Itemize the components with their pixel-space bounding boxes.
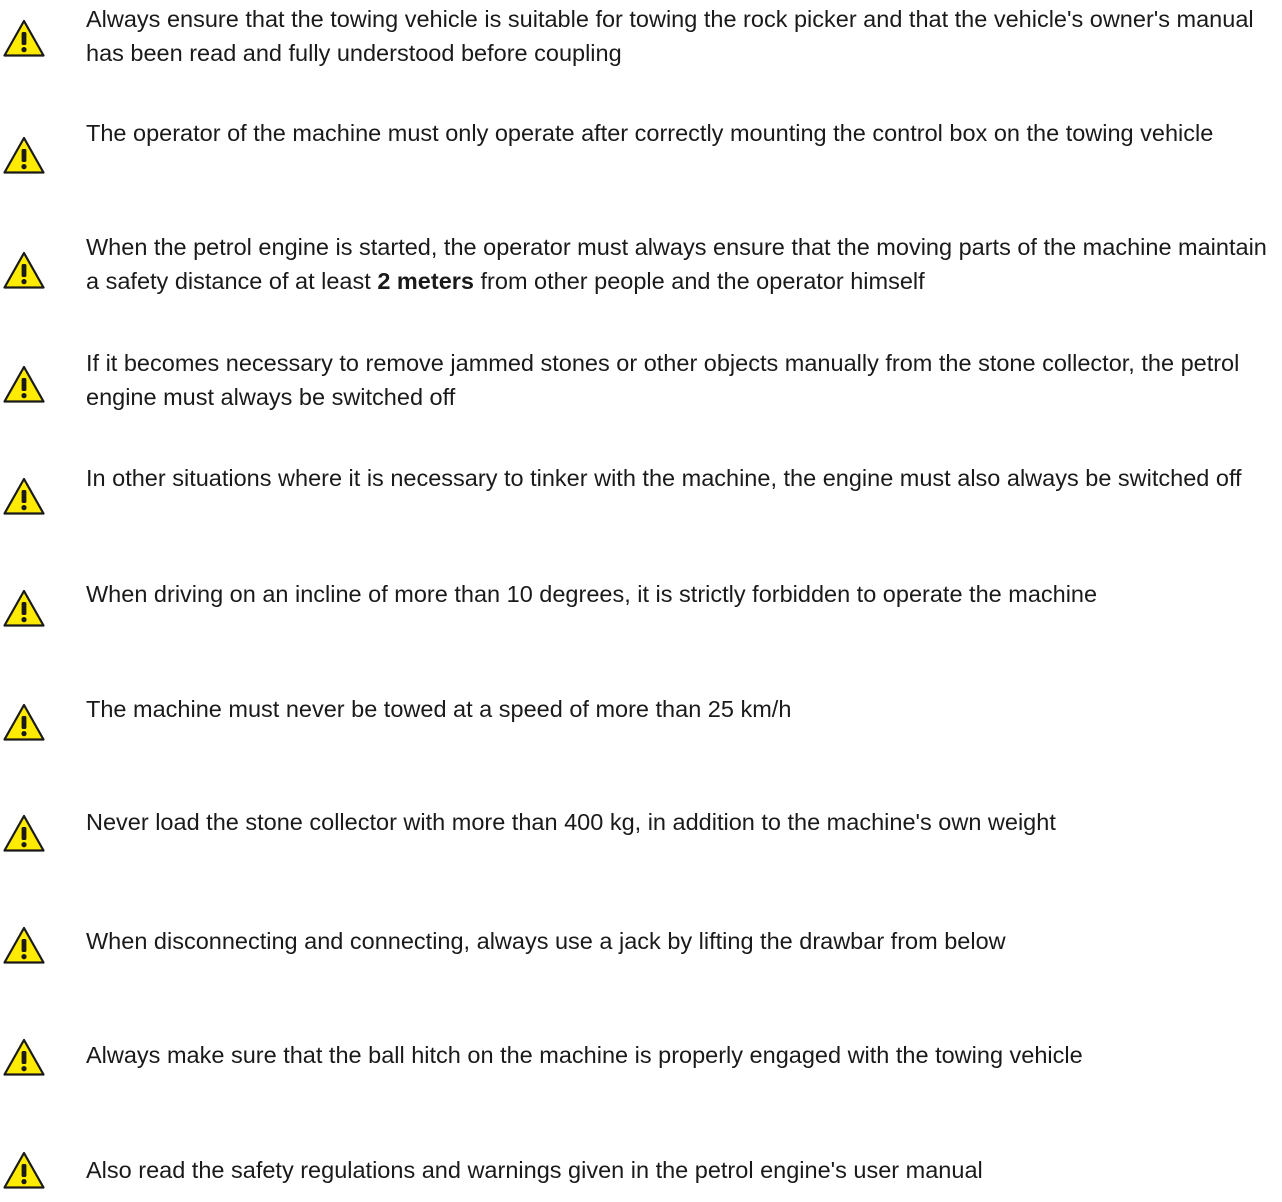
warning-triangle-icon xyxy=(2,135,46,175)
warning-triangle-icon xyxy=(2,18,46,58)
warning-triangle-icon xyxy=(2,702,46,742)
warning-triangle-icon xyxy=(2,1037,46,1077)
warning-triangle-icon xyxy=(2,1150,46,1190)
warning-text: The machine must never be towed at a speed of more than 25 km/h xyxy=(86,696,792,722)
warning-text: Also read the safety regulations and warnings given in the petrol engine's user manual xyxy=(86,1157,983,1183)
warning-text: Never load the stone collector with more than 400 kg, in addition to the machine's own weight xyxy=(86,809,1056,835)
warning-text: Always ensure that the towing vehicle is suitable for towing the rock picker and that the vehicle's owner's manual has been read and fully understood before coupling xyxy=(86,6,1254,66)
warning-text: In other situations where it is necessary to tinker with the machine, the engine must also always be switched off xyxy=(86,465,1242,491)
warning-text: If it becomes necessary to remove jammed stones or other objects manually from the stone collector, the petrol engine must always be switched off xyxy=(86,350,1240,410)
warning-triangle-icon xyxy=(2,588,46,628)
warning-text: When driving on an incline of more than 10 degrees, it is strictly forbidden to operate the machine xyxy=(86,581,1098,607)
warning-triangle-icon xyxy=(2,476,46,516)
warning-triangle-icon xyxy=(2,364,46,404)
warning-triangle-icon xyxy=(2,813,46,853)
warning-text: Always make sure that the ball hitch on the machine is properly engaged with the towing vehicle xyxy=(86,1042,1083,1068)
warning-text: When disconnecting and connecting, always use a jack by lifting the drawbar from below xyxy=(86,928,1006,954)
warning-triangle-icon xyxy=(2,925,46,965)
warning-text: When the petrol engine is started, the operator must always ensure that the moving parts of the machine maintain a safety distance of at least 2 meters from other people and the operator himself xyxy=(86,234,1267,294)
warning-text: The operator of the machine must only operate after correctly mounting the control box on the towing vehicle xyxy=(86,120,1214,146)
warning-triangle-icon xyxy=(2,250,46,290)
